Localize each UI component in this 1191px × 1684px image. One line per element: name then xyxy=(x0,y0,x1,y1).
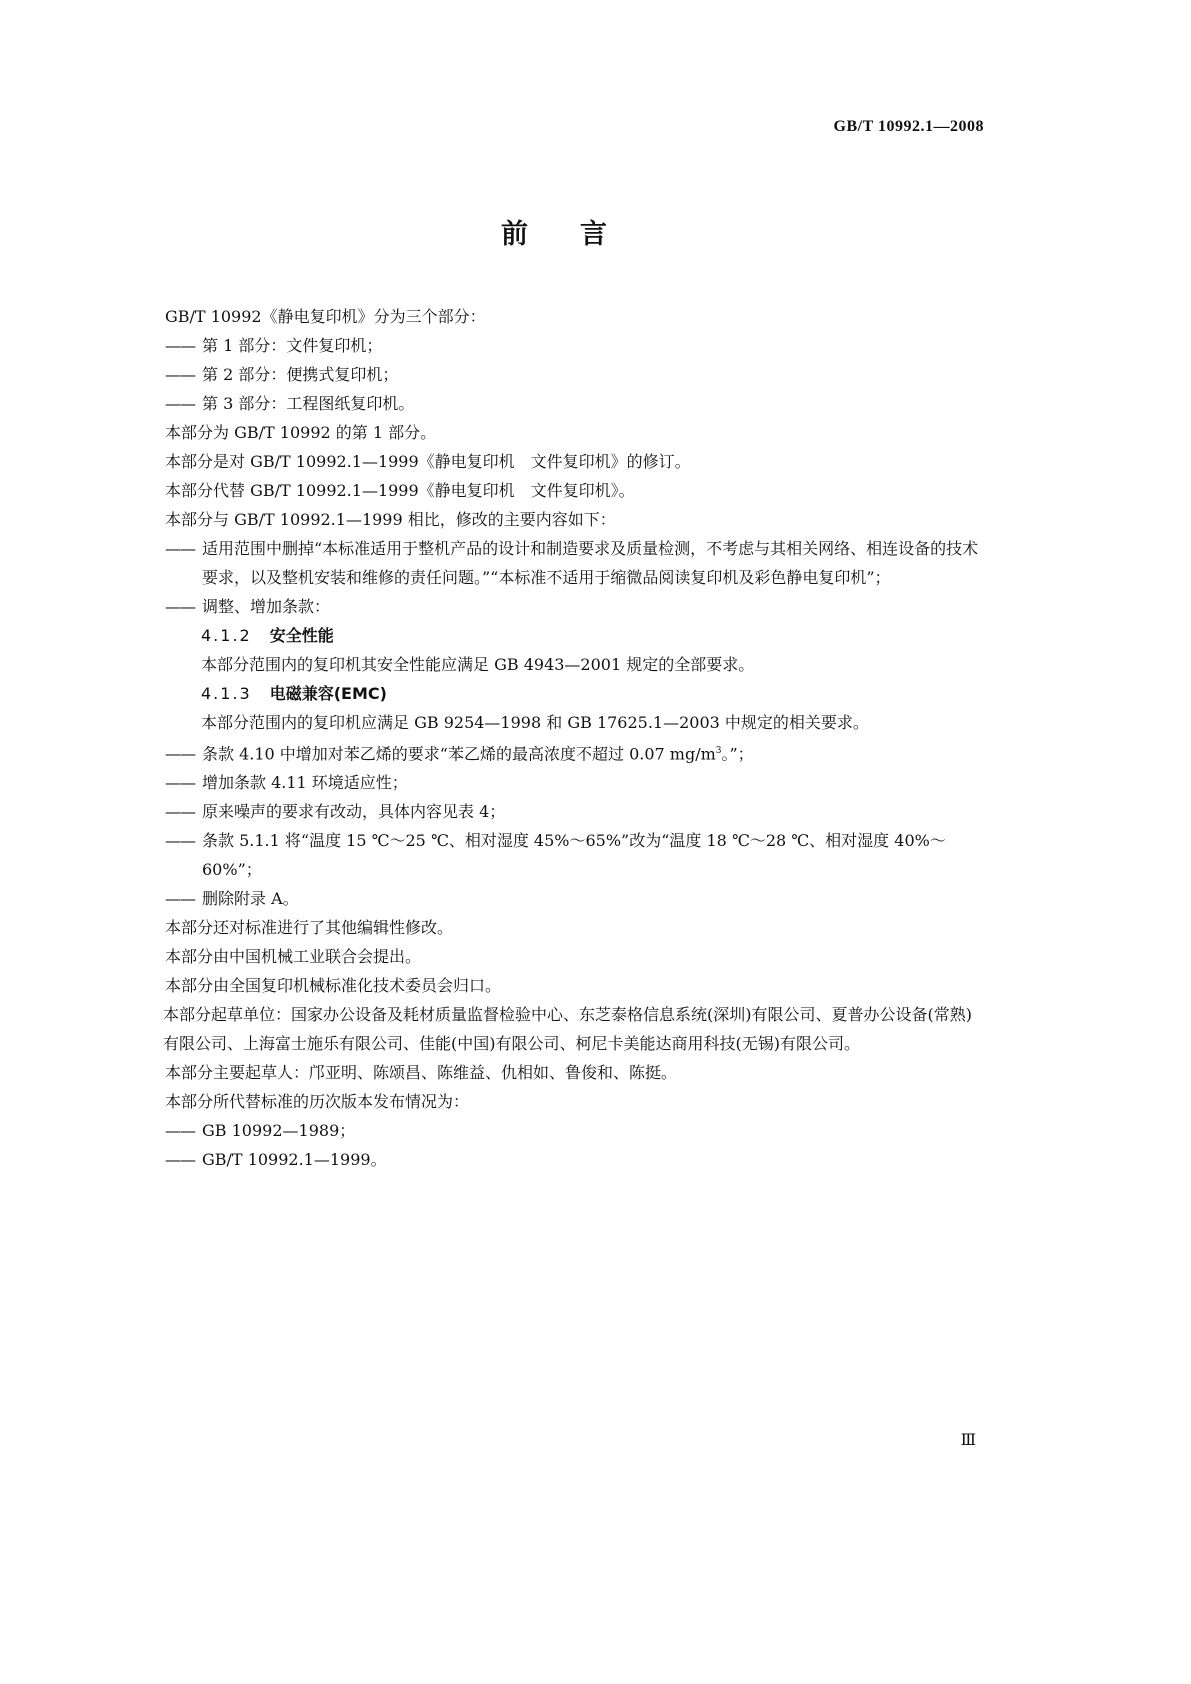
history-text: GB 10992—1989； xyxy=(202,1121,356,1141)
change-item xyxy=(165,737,985,768)
clause-text: 本部分范围内的复印机其安全性能应满足 GB 4943—2001 规定的全部要求。 xyxy=(201,655,755,674)
history-item xyxy=(165,1145,985,1174)
change-text: 适用范围中删掉“本标准适用于整机产品的设计和制造要求及质量检测，不考虑与其相关网络、相连设备的技术要求，以及整机安装和维修的责任问题。”“本标准不适用于缩微品阅读复印机及彩色静电复印机”； xyxy=(202,539,979,587)
paragraph: 本部分还对标准进行了其他编辑性修改。 xyxy=(165,918,454,938)
dash-marker: —— xyxy=(165,1150,195,1170)
change-text: 删除附录 A。 xyxy=(202,889,299,909)
clause-title: 电磁兼容(EMC) xyxy=(269,684,387,703)
paragraph: 本部分是对 GB/T 10992.1—1999《静电复印机 文件复印机》的修订。 xyxy=(165,452,691,471)
change-item xyxy=(165,884,985,913)
page-title: 前言 xyxy=(501,219,659,250)
superscript: 3 xyxy=(715,746,722,756)
paragraph: 本部分为 GB/T 10992 的第 1 部分。 xyxy=(165,423,437,442)
page-number: Ⅲ xyxy=(960,1430,976,1449)
part-list-item xyxy=(165,389,985,418)
part-list-text: 第 1 部分：文件复印机； xyxy=(202,336,383,355)
dash-marker: —— xyxy=(165,597,195,616)
dash-marker: —— xyxy=(165,394,195,413)
document-body xyxy=(165,302,985,1174)
paragraph: 本部分代替 GB/T 10992.1—1999《静电复印机 文件复印机》。 xyxy=(165,481,635,500)
dash-marker: —— xyxy=(165,744,195,764)
clause-heading-4-1-2 xyxy=(165,621,985,650)
paragraph: 本部分与 GB/T 10992.1—1999 相比，修改的主要内容如下： xyxy=(165,510,616,529)
dash-marker: —— xyxy=(165,1121,195,1141)
change-text-post: 。”； xyxy=(721,744,754,764)
dash-marker: —— xyxy=(165,831,195,851)
clause-title: 安全性能 xyxy=(269,626,334,645)
clause-number: 4.1.3 xyxy=(201,684,252,703)
paragraph: 本部分由全国复印机械标准化技术委员会归口。 xyxy=(165,976,502,996)
change-text: 增加条款 4.11 环境适应性； xyxy=(202,773,408,793)
part-list-item xyxy=(165,331,985,360)
change-item xyxy=(165,534,985,592)
change-item xyxy=(165,592,985,621)
dash-marker: —— xyxy=(165,365,195,384)
change-text: 调整、增加条款： xyxy=(202,597,331,616)
dash-marker: —— xyxy=(165,889,195,909)
dash-marker: —— xyxy=(165,773,195,793)
part-list-text: 第 3 部分：工程图纸复印机。 xyxy=(202,394,415,413)
dash-marker: —— xyxy=(165,336,195,355)
dash-marker: —— xyxy=(165,802,195,822)
change-item xyxy=(165,797,985,826)
change-item xyxy=(165,826,985,884)
paragraph: 本部分由中国机械工业联合会提出。 xyxy=(165,947,422,967)
intro-paragraph: GB/T 10992《静电复印机》分为三个部分： xyxy=(165,307,486,326)
change-text: 条款 5.1.1 将“温度 15 ℃～25 ℃、相对湿度 45%～65%”改为“温度 18 ℃～28 ℃、相对湿度 40%～60%”； xyxy=(202,831,946,880)
history-text: GB/T 10992.1—1999。 xyxy=(202,1150,387,1170)
part-list-item xyxy=(165,360,985,389)
clause-text: 本部分范围内的复印机应满足 GB 9254—1998 和 GB 17625.1—2003 中规定的相关要求。 xyxy=(201,713,869,732)
drafting-units-paragraph: 本部分起草单位：国家办公设备及耗材质量监督检验中心、东芝泰格信息系统(深圳)有限公司、夏普办公设备(常熟)有限公司、上海富士施乐有限公司、佳能(中国)有限公司、柯尼卡美能达商用科技(无锡)有限公司。 xyxy=(163,1005,972,1054)
dash-marker: —— xyxy=(165,539,195,558)
change-item xyxy=(165,768,985,797)
clause-number: 4.1.2 xyxy=(201,626,252,645)
standard-code: GB/T 10992.1—2008 xyxy=(833,118,984,135)
clause-heading-4-1-3 xyxy=(165,679,985,708)
history-item xyxy=(165,1116,985,1145)
change-text-pre: 条款 4.10 中增加对苯乙烯的要求“苯乙烯的最高浓度不超过 0.07 mg/m xyxy=(202,744,716,764)
change-text: 原来噪声的要求有改动，具体内容见表 4； xyxy=(202,802,506,822)
paragraph: 本部分所代替标准的历次版本发布情况为： xyxy=(165,1092,470,1112)
part-list-text: 第 2 部分：便携式复印机； xyxy=(202,365,399,384)
paragraph: 本部分主要起草人：邝亚明、陈颂昌、陈维益、仇相如、鲁俊和、陈挺。 xyxy=(165,1063,678,1083)
